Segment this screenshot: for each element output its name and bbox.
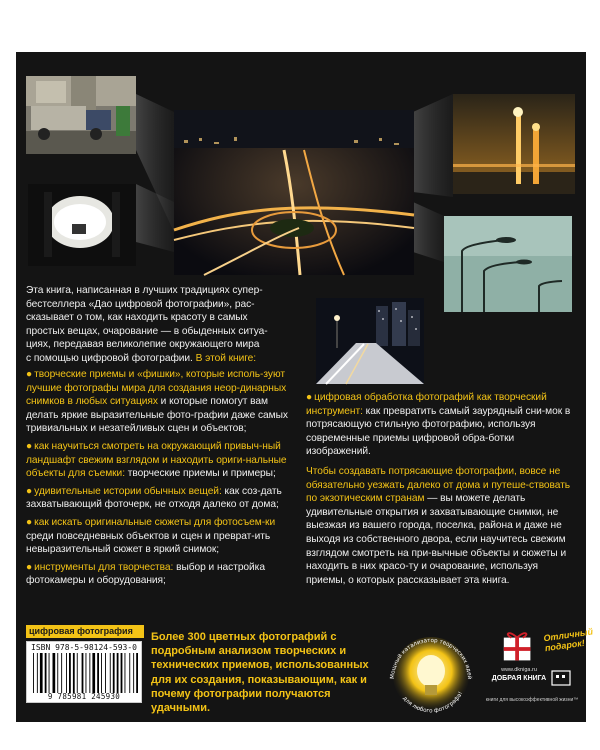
- bullet-icon: ●: [26, 561, 33, 573]
- bullet-icon: ●: [26, 369, 33, 380]
- intro-line: [26, 352, 296, 366]
- photo-lamp-posts: [444, 216, 572, 312]
- barcode-digits: 9 785981 245930: [47, 692, 121, 701]
- intro-line: простых вещах, очарование — в обыденных ситуа-: [26, 325, 268, 337]
- bullet-icon: ●: [26, 485, 33, 497]
- bulb-text-bottom: для любого фотографа!: [401, 690, 465, 715]
- item-text: как превратить самый заурядный сни-мок в потрясающую стильную фотографию, используя современные приемы цифровой обра-ботки изображений.: [306, 405, 571, 458]
- publisher-name: ДОБРАЯ КНИГА: [491, 675, 547, 682]
- item-highlight: как искать оригинальные сюжеты для фотосъем-ки: [34, 516, 276, 528]
- item-text: творческие приемы и примеры;: [124, 468, 276, 480]
- item-text: выбор и настройка фотокамеры и оборудования;: [26, 561, 265, 587]
- bullet-icon: ●: [26, 516, 33, 528]
- item-text: как соз-дать захватывающий фоточерк, не отходя далеко от дома;: [26, 485, 282, 511]
- intro-tail: с помощью цифровой фотографии.: [26, 352, 193, 364]
- light-bulb-icon: [376, 627, 486, 722]
- bullet-icon: ●: [26, 440, 33, 452]
- book-back-cover: [16, 52, 594, 722]
- photo-tunnel: [28, 184, 136, 266]
- photo-truck: [26, 76, 136, 154]
- item-highlight: как научиться смотреть на окружающий привыч-ный ландшафт свежим взглядом и находить ориги-нальные объекты для съемки:: [26, 440, 287, 480]
- bulb-text-top: Мощный катализатор творческих идей: [389, 637, 473, 680]
- list-item: [26, 440, 298, 481]
- intro-lead: В этой книге:: [195, 352, 257, 364]
- category-label: цифровая фотография: [26, 625, 144, 638]
- publisher-block: [485, 626, 594, 720]
- list-item: [26, 368, 298, 436]
- intro-line: бестселлера «Дао цифровой фотографии», рас-: [26, 298, 255, 310]
- intro-paragraph: [26, 284, 296, 366]
- bullet-icon: ●: [306, 392, 313, 403]
- gift-text: Отличный подарок!: [542, 626, 594, 654]
- photo-snowy-night-street: [316, 298, 424, 384]
- item-highlight: цифровая обработка фотографий как творческий инструмент:: [306, 392, 547, 417]
- closing-highlight: Чтобы создавать потрясающие фотографии, вовсе не обязательно уезжать далеко от дома и путеше-ствовать по экзотическим странам: [306, 466, 571, 505]
- intro-line: Эта книга, написанная в лучших традициях супер-: [26, 285, 263, 296]
- photo-street-lights: [453, 94, 575, 194]
- item-highlight: инструменты для творчества:: [34, 561, 174, 573]
- list-item: [306, 391, 578, 459]
- closing-text: — вы можете делать удивительные открытия и захватывающие снимки, не выезжая из вашего города, поселка, района и даже не выходя из собственного двора, если научитесь свежим взглядом смотреть на при-вычные объекты и сюжеты и находить в них красо-ту и очарование, используя приемы, о которых рассказывает эта книга.: [306, 493, 567, 586]
- list-item: [26, 516, 298, 557]
- gift-icon: [489, 630, 549, 668]
- closing-paragraph: [306, 465, 578, 587]
- publisher-tagline: книги для высокоэффективной жизни™: [485, 697, 579, 703]
- list-item: [26, 561, 298, 588]
- isbn-number: ISBN 978-5-98124-593-0: [31, 643, 137, 652]
- photo-night-interchange: [174, 110, 414, 275]
- item-highlight: удивительные истории обычных вещей:: [34, 485, 222, 497]
- publisher-logo-icon: [551, 670, 571, 686]
- publisher-site: www.dkniga.ru: [501, 667, 537, 673]
- barcode: [26, 641, 142, 703]
- features-list-left: [26, 368, 298, 592]
- item-highlight: творческие приемы и «фишки», которые исполь-зуют лучшие фотографы мира для создания неор-динарных снимков в любых ситуациях: [26, 369, 287, 408]
- promo-text: Более 300 цветных фотографий с подробным анализом творческих и технических приемов, использованных для их создания, показывающим, как и почему фотографии получаются удачными.: [151, 631, 369, 715]
- intro-line: циях, передавая великолепие окружающего мира: [26, 339, 260, 351]
- item-text: и которые помогут вам делать яркие выразительные фото-графии даже самых тривиальных и незатейливых сцен и объектов;: [26, 396, 288, 435]
- list-item: [26, 485, 298, 512]
- features-list-right: [306, 391, 578, 463]
- intro-line: сказывает о том, как находить красоту в самых: [26, 312, 248, 324]
- item-text: среди повседневных объектов и сцен и преврат-ить невыразительный сюжет в яркий снимок;: [26, 530, 271, 556]
